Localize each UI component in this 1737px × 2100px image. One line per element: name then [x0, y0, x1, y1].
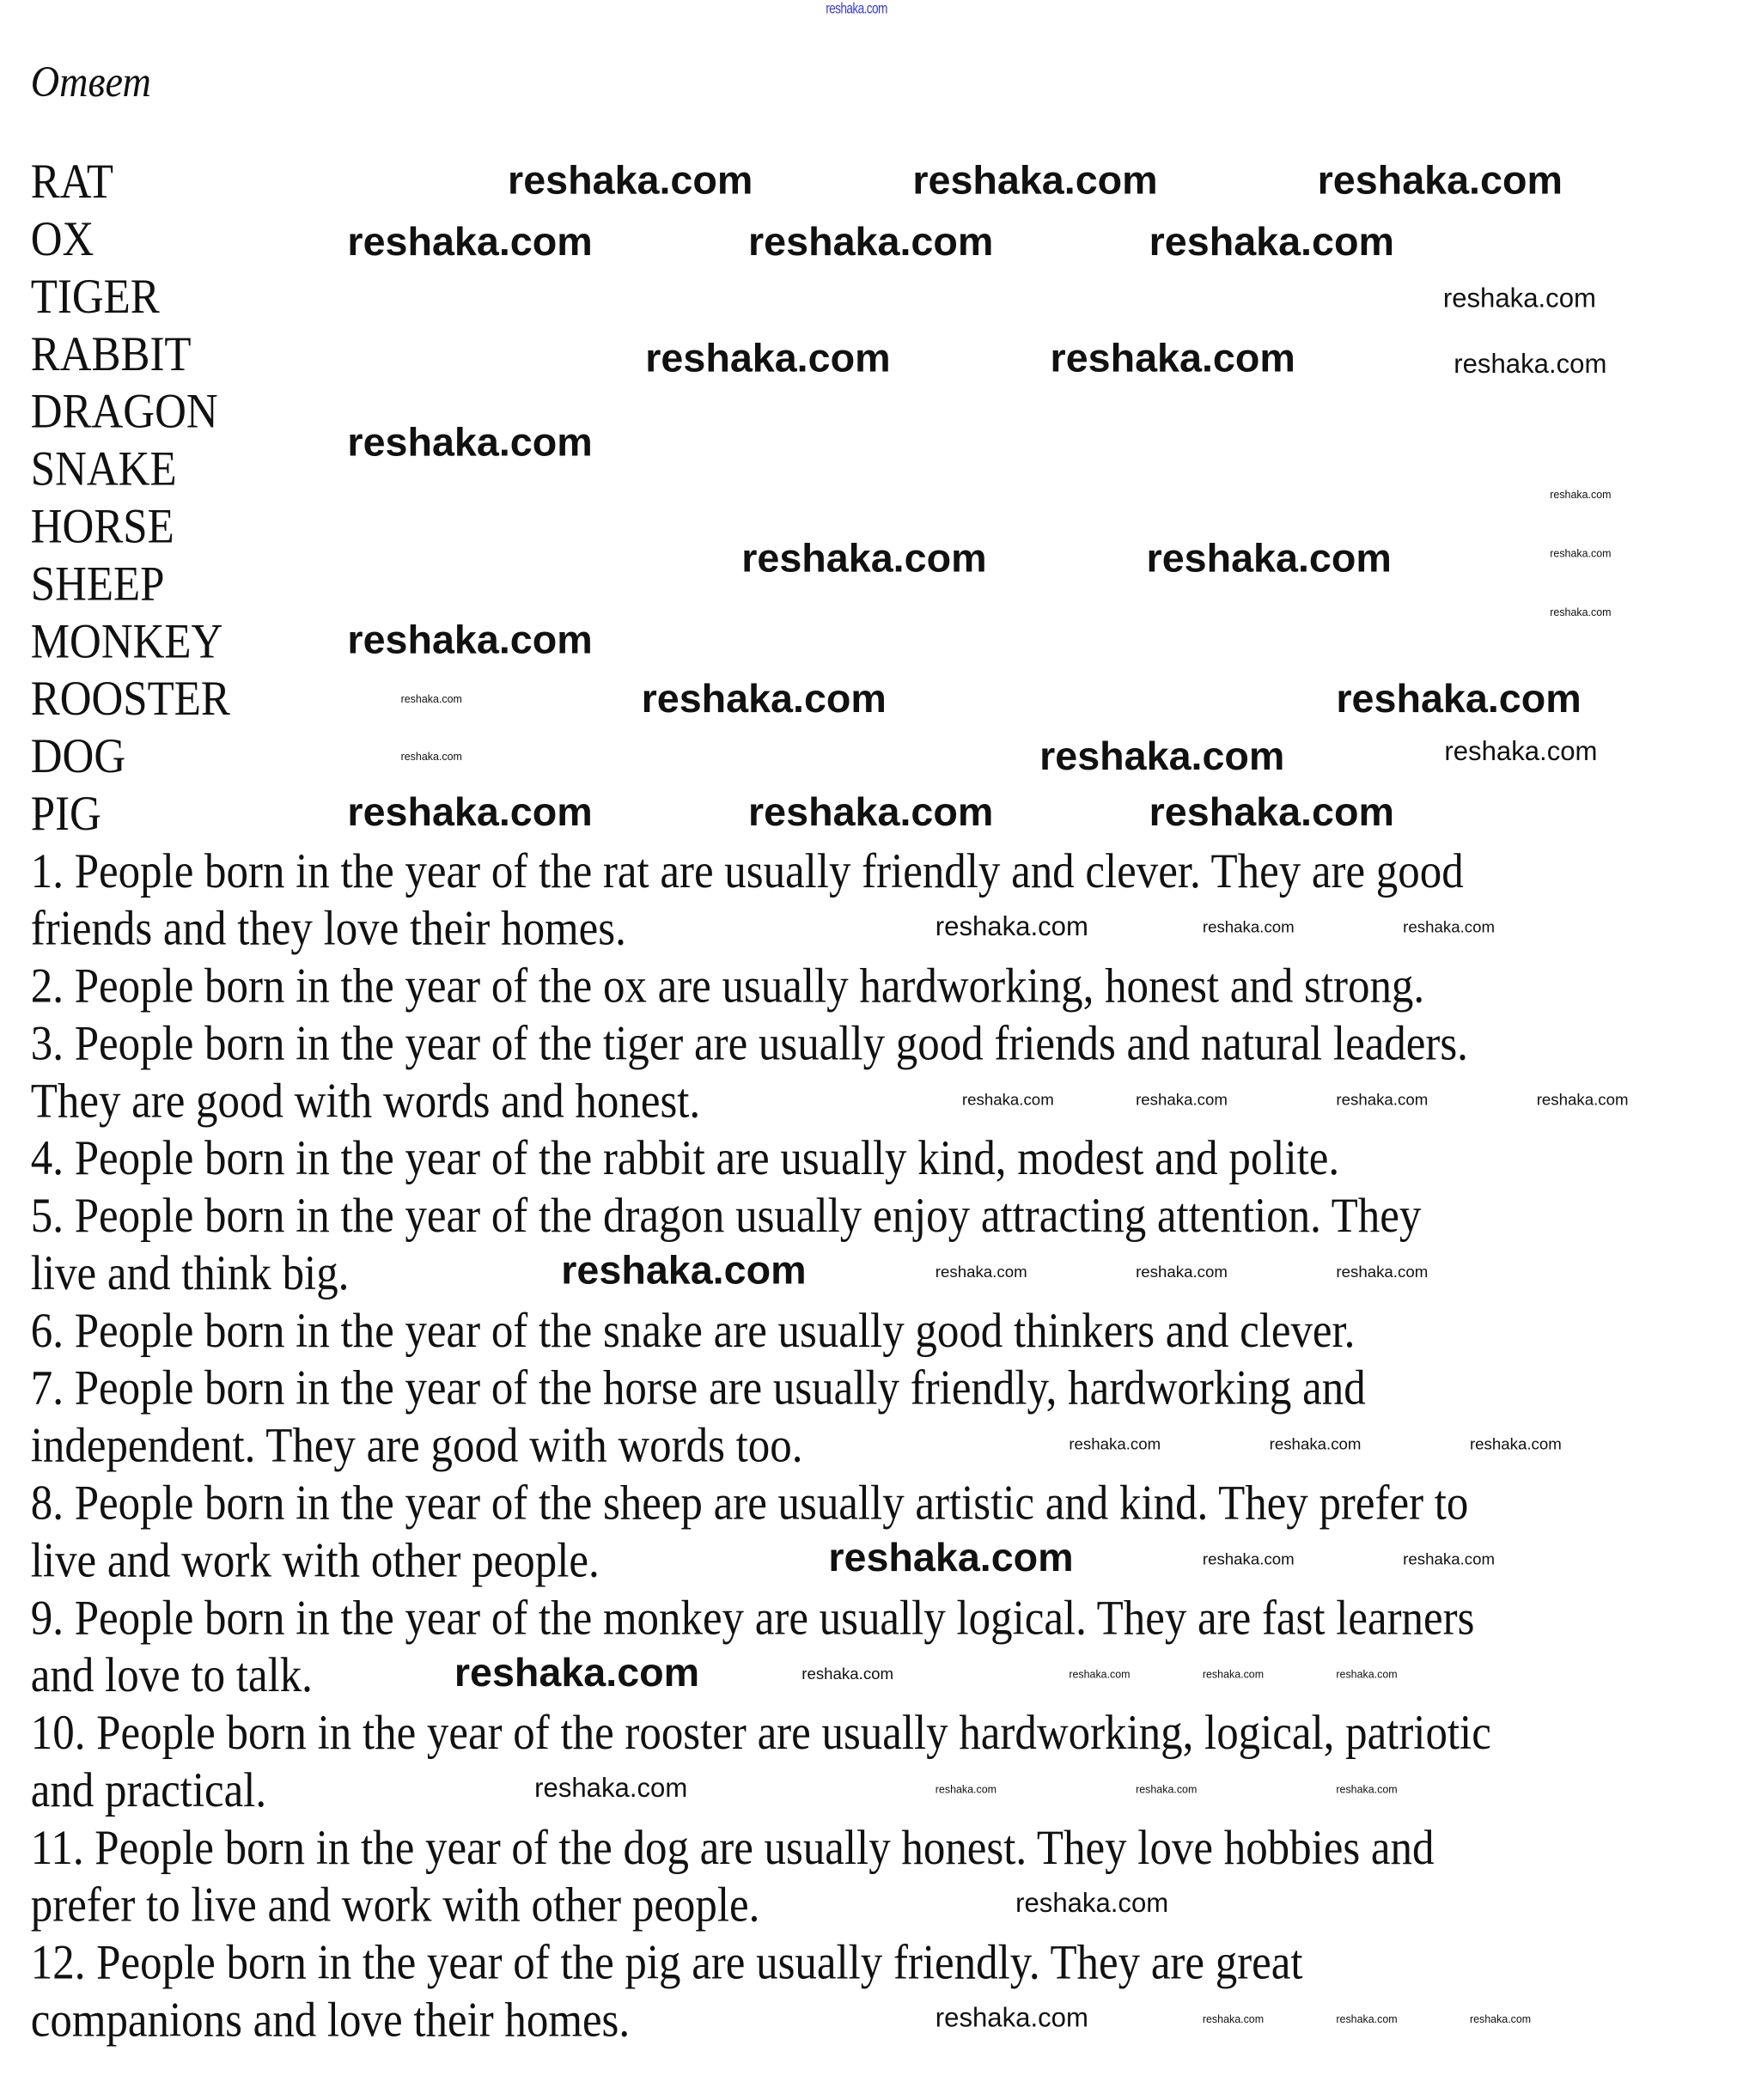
- watermark-text: reshaka.com: [347, 420, 593, 465]
- watermark-text: reshaka.com: [454, 1650, 700, 1695]
- answer-line: [31, 958, 1681, 1015]
- watermark-text: reshaka.com: [1336, 1782, 1398, 1795]
- line-text: and practical.: [30, 1763, 267, 1818]
- line-text: RAT: [30, 155, 114, 210]
- answer-line: [31, 1819, 1681, 1877]
- answer-line: [31, 1130, 1681, 1188]
- zodiac-animal: [31, 728, 1681, 786]
- watermark-text: reshaka.com: [1050, 336, 1295, 380]
- zodiac-animal: [31, 383, 1681, 441]
- line-text: friends and they love their homes.: [30, 901, 626, 957]
- line-text: OX: [30, 212, 94, 268]
- header-watermark: reshaka.com: [826, 1, 887, 18]
- watermark-text: reshaka.com: [1550, 606, 1612, 618]
- zodiac-animal: [31, 613, 1681, 671]
- watermark-text: reshaka.com: [347, 219, 593, 265]
- watermark-text: reshaka.com: [1269, 1435, 1362, 1454]
- answer-line: [31, 1073, 1681, 1130]
- watermark-text: reshaka.com: [935, 912, 1088, 942]
- line-text: RABBIT: [30, 327, 192, 382]
- line-text: 7. People born in the year of the horse are usually friendly, hardworking and: [30, 1360, 1366, 1416]
- watermark-text: reshaka.com: [912, 158, 1158, 203]
- watermark-text: reshaka.com: [1336, 2012, 1398, 2025]
- watermark-text: reshaka.com: [508, 158, 753, 203]
- watermark-text: reshaka.com: [935, 1263, 1027, 1282]
- watermark-text: reshaka.com: [400, 750, 462, 763]
- line-text: 12. People born in the year of the pig are usually friendly. They are great: [30, 1935, 1303, 1991]
- zodiac-animal: [31, 269, 1681, 326]
- answer-line: [31, 1245, 1681, 1303]
- watermark-text: reshaka.com: [1336, 1668, 1398, 1681]
- watermark-text: reshaka.com: [1336, 1263, 1429, 1282]
- line-text: 11. People born in the year of the dog are usually honest. They love hobbies and: [30, 1821, 1435, 1876]
- watermark-text: reshaka.com: [1550, 488, 1612, 501]
- line-text: live and think big.: [30, 1246, 350, 1301]
- answer-line: [31, 1705, 1681, 1762]
- line-text: SHEEP: [30, 557, 165, 612]
- line-text: 3. People born in the year of the tiger are usually good friends and natural leaders.: [30, 1016, 1468, 1072]
- watermark-text: reshaka.com: [1454, 350, 1607, 380]
- watermark-text: reshaka.com: [1146, 536, 1392, 581]
- watermark-text: reshaka.com: [935, 1782, 997, 1795]
- zodiac-animal: [30, 441, 1681, 501]
- answer-line: [31, 1877, 1681, 1934]
- watermark-text: reshaka.com: [347, 790, 593, 835]
- watermark-text: reshaka.com: [801, 1665, 894, 1684]
- answer-line: [31, 1417, 1681, 1475]
- line-text: independent. They are good with words too.: [30, 1418, 803, 1474]
- watermark-text: reshaka.com: [1015, 1889, 1169, 1919]
- line-text: 1. People born in the year of the rat are usually friendly and clever. They are good: [30, 844, 1464, 899]
- line-text: HORSE: [30, 499, 174, 555]
- watermark-text: reshaka.com: [1469, 2012, 1532, 2025]
- line-text: 5. People born in the year of the dragon usually enjoy attracting attention. They: [30, 1189, 1422, 1245]
- watermark-text: reshaka.com: [748, 219, 994, 265]
- line-text: 2. People born in the year of the ox are usually hardworking, honest and strong.: [30, 959, 1425, 1014]
- answer-text: [31, 154, 1681, 2049]
- watermark-text: reshaka.com: [400, 692, 462, 705]
- watermark-text: reshaka.com: [1403, 1549, 1496, 1569]
- line-text: DRAGON: [30, 384, 218, 440]
- watermark-text: reshaka.com: [645, 336, 891, 380]
- watermark-text: reshaka.com: [347, 618, 593, 662]
- watermark-text: reshaka.com: [1202, 918, 1295, 937]
- answer-line: [31, 1934, 1681, 1992]
- watermark-text: reshaka.com: [961, 1090, 1054, 1110]
- answer-line: [31, 1360, 1681, 1417]
- watermark-text: reshaka.com: [741, 536, 987, 581]
- answer-line: [31, 1475, 1681, 1532]
- watermark-text: reshaka.com: [1149, 790, 1394, 835]
- watermark-text: reshaka.com: [748, 790, 994, 835]
- watermark-text: reshaka.com: [1136, 1782, 1198, 1795]
- answer-line: [31, 1590, 1681, 1647]
- watermark-text: reshaka.com: [1317, 158, 1563, 203]
- watermark-text: reshaka.com: [1069, 1435, 1161, 1454]
- answer-heading: Ответ: [30, 58, 151, 107]
- answer-line: [31, 1992, 1681, 2049]
- line-text: DOG: [30, 729, 126, 785]
- watermark-text: reshaka.com: [1039, 733, 1285, 779]
- watermark-text: reshaka.com: [1469, 1435, 1562, 1454]
- line-text: 4. People born in the year of the rabbit are usually kind, modest and polite.: [30, 1131, 1340, 1187]
- watermark-text: reshaka.com: [828, 1535, 1074, 1580]
- answer-line: [31, 1015, 1681, 1073]
- line-text: 9. People born in the year of the monkey are usually logical. They are fast learners: [30, 1591, 1475, 1647]
- line-text: live and work with other people.: [30, 1533, 600, 1589]
- watermark-text: reshaka.com: [1336, 1090, 1429, 1110]
- watermark-text: reshaka.com: [1336, 676, 1582, 721]
- watermark-text: reshaka.com: [1136, 1263, 1228, 1282]
- answer-line: [31, 1303, 1681, 1360]
- line-text: TIGER: [30, 270, 160, 325]
- answer-line: [31, 1188, 1681, 1245]
- line-text: prefer to live and work with other people.: [30, 1878, 760, 1933]
- line-text: 6. People born in the year of the snake are usually good thinkers and clever.: [30, 1304, 1356, 1359]
- watermark-text: reshaka.com: [1149, 219, 1394, 265]
- line-text: ROOSTER: [30, 672, 230, 727]
- watermark-text: reshaka.com: [1550, 547, 1612, 560]
- watermark-text: reshaka.com: [1536, 1090, 1629, 1110]
- watermark-text: reshaka.com: [561, 1248, 807, 1293]
- watermark-text: reshaka.com: [1444, 737, 1598, 767]
- watermark-text: reshaka.com: [935, 2004, 1088, 2034]
- watermark-text: reshaka.com: [1136, 1090, 1228, 1110]
- watermark-text: reshaka.com: [1202, 2012, 1265, 2025]
- watermark-text: reshaka.com: [1403, 918, 1496, 937]
- watermark-text: reshaka.com: [534, 1774, 688, 1804]
- watermark-text: reshaka.com: [1069, 1668, 1131, 1681]
- line-text: 8. People born in the year of the sheep are usually artistic and kind. They prefer to: [30, 1476, 1469, 1531]
- watermark-text: reshaka.com: [1442, 284, 1596, 314]
- line-text: They are good with words and honest.: [30, 1074, 701, 1129]
- watermark-text: reshaka.com: [1202, 1549, 1295, 1569]
- watermark-text: reshaka.com: [641, 676, 887, 721]
- line-text: SNAKE: [30, 441, 177, 497]
- line-text: 10. People born in the year of the rooster are usually hardworking, logical, patriotic: [30, 1706, 1491, 1762]
- line-text: MONKEY: [30, 614, 223, 670]
- watermark-text: reshaka.com: [1202, 1668, 1265, 1681]
- line-text: PIG: [30, 787, 101, 842]
- line-text: companions and love their homes.: [30, 1993, 631, 2048]
- answer-line: [31, 1762, 1681, 1820]
- answer-line: [31, 843, 1681, 900]
- line-text: and love to talk.: [30, 1648, 313, 1704]
